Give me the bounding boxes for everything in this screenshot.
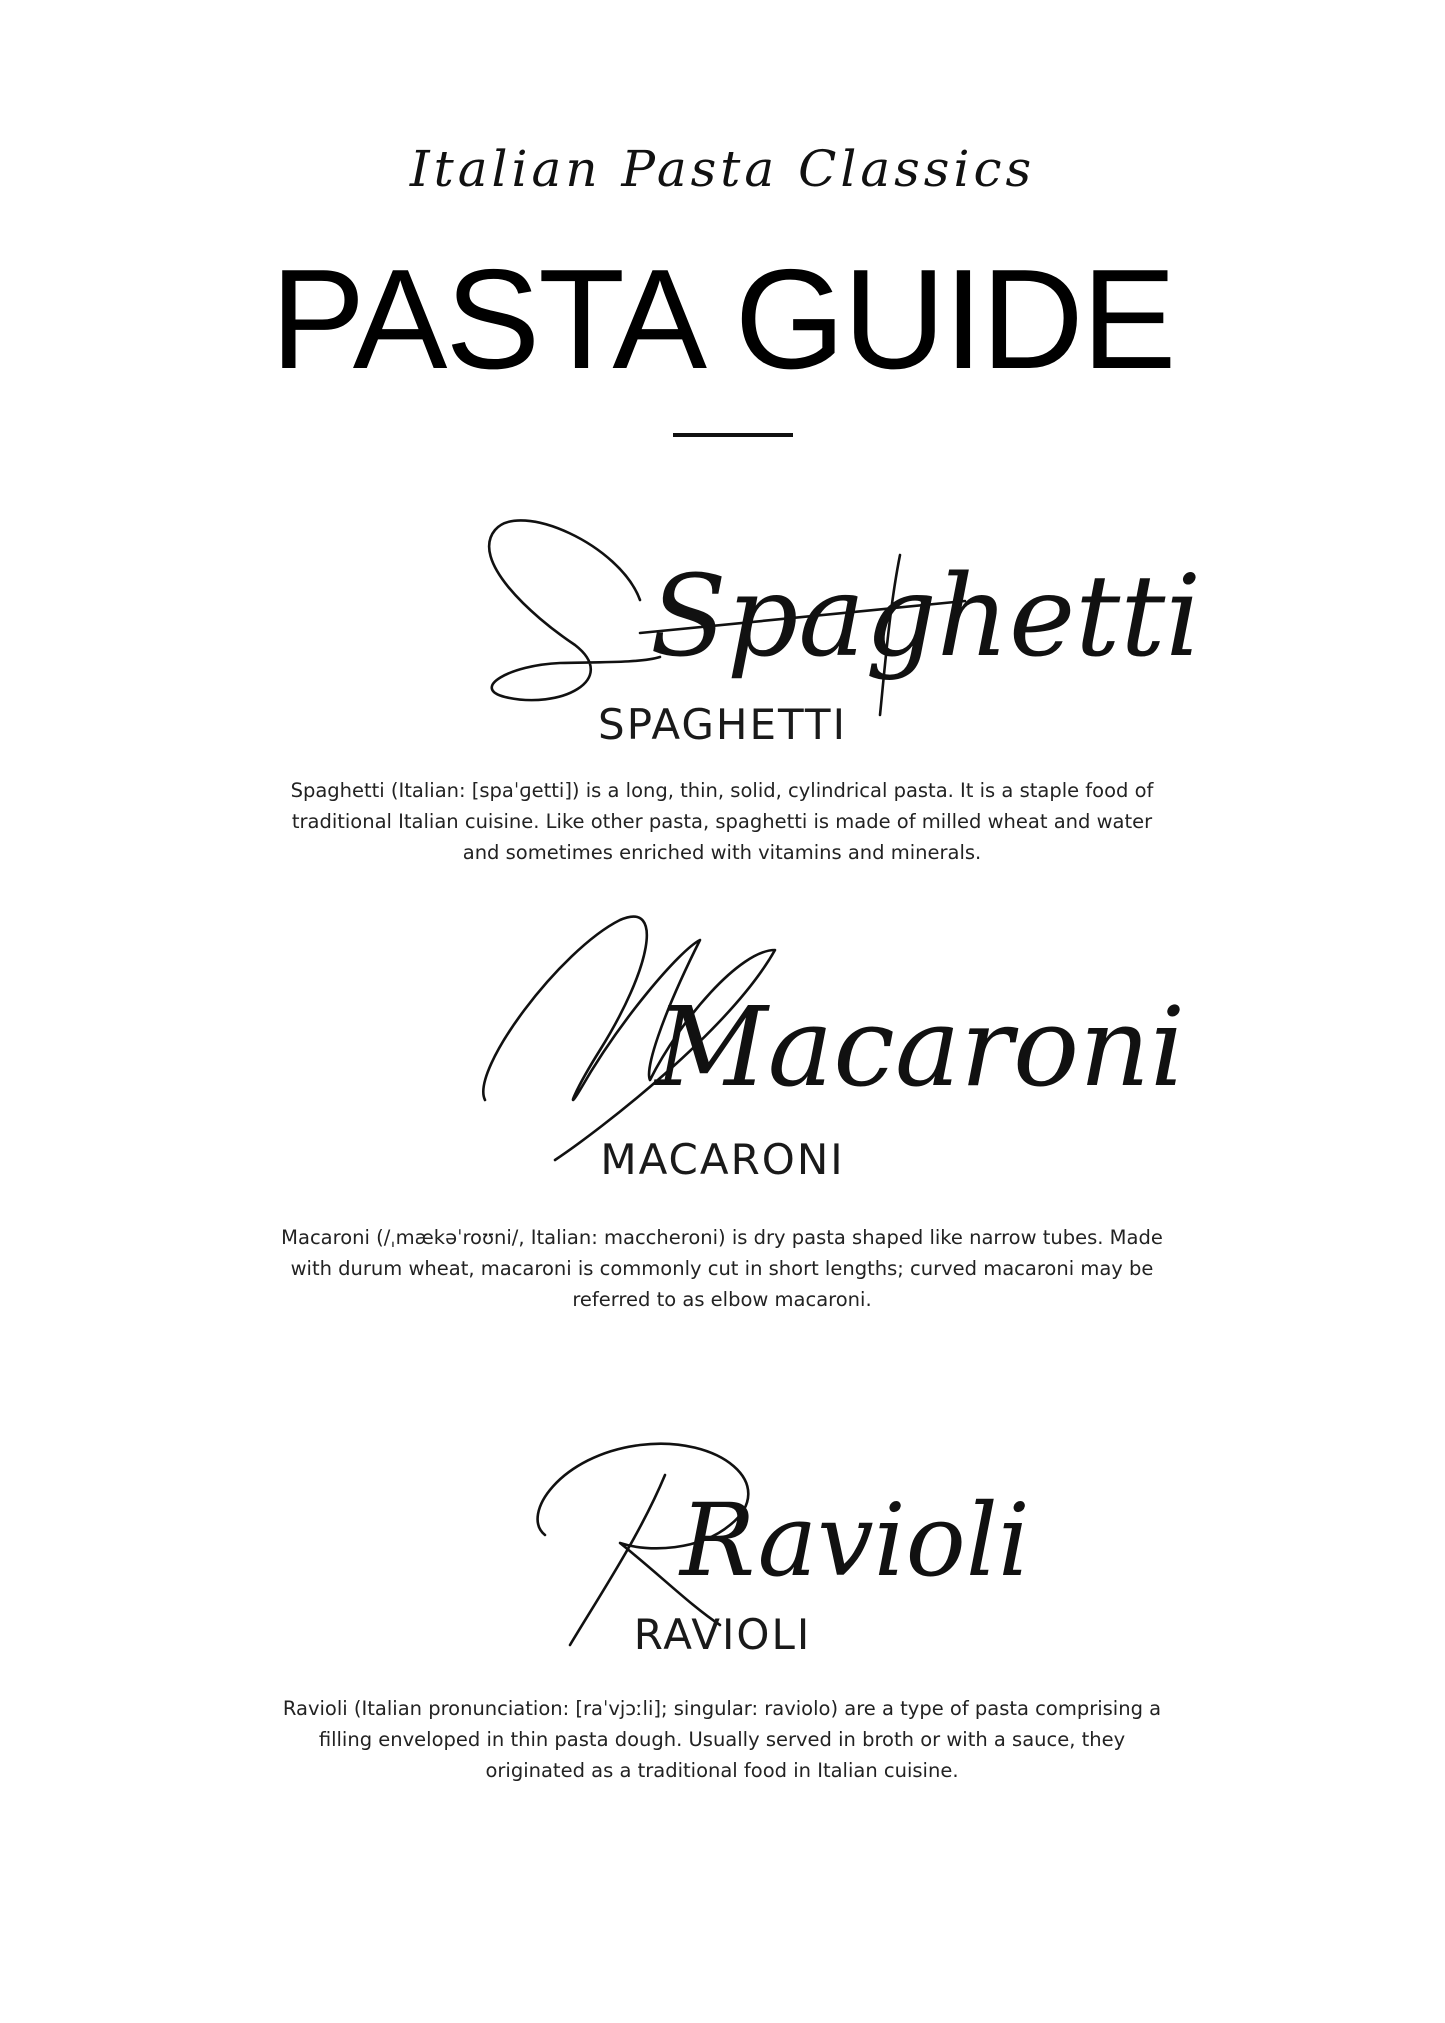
script-name-text: Spaghetti [650,552,1202,682]
page-title: PASTA GUIDE [270,240,1175,399]
script-name-text: Ravioli [680,1482,1030,1599]
script-heading-macaroni [0,910,1445,1170]
flourish-s-stroke [489,520,660,700]
caps-name-macaroni: MACARONI [600,1135,845,1184]
description-ravioli: Ravioli (Italian pronunciation: [raˈvjɔːli]; singular: raviolo) are a type of pasta comprising a filling enveloped in thin pasta dough. Usually served in broth or with a sauce, they originated as a traditional food in Italian cuisine. [282,1697,1162,1782]
description-macaroni: Macaroni (/ˌmækəˈroʊni/, Italian: maccheroni) is dry pasta shaped like narrow tubes. Made with durum wheat, macaroni is commonly cut in short lengths; curved macaroni may be referred to as elbow macaroni. [281,1226,1163,1311]
script-name-text: Macaroni [655,983,1186,1111]
caps-name-ravioli: RAVIOLI [633,1610,812,1659]
script-subtitle: Italian Pasta Classics [409,140,1036,198]
title-divider [673,433,793,437]
description-spaghetti: Spaghetti (Italian: [spaˈɡetti]) is a long, thin, solid, cylindrical pasta. It is a staple food of traditional Italian cuisine. Like other pasta, spaghetti is made of milled wheat and water and sometimes enriched with vitamins and minerals. [290,779,1154,864]
caps-name-spaghetti: SPAGHETTI [598,700,847,749]
